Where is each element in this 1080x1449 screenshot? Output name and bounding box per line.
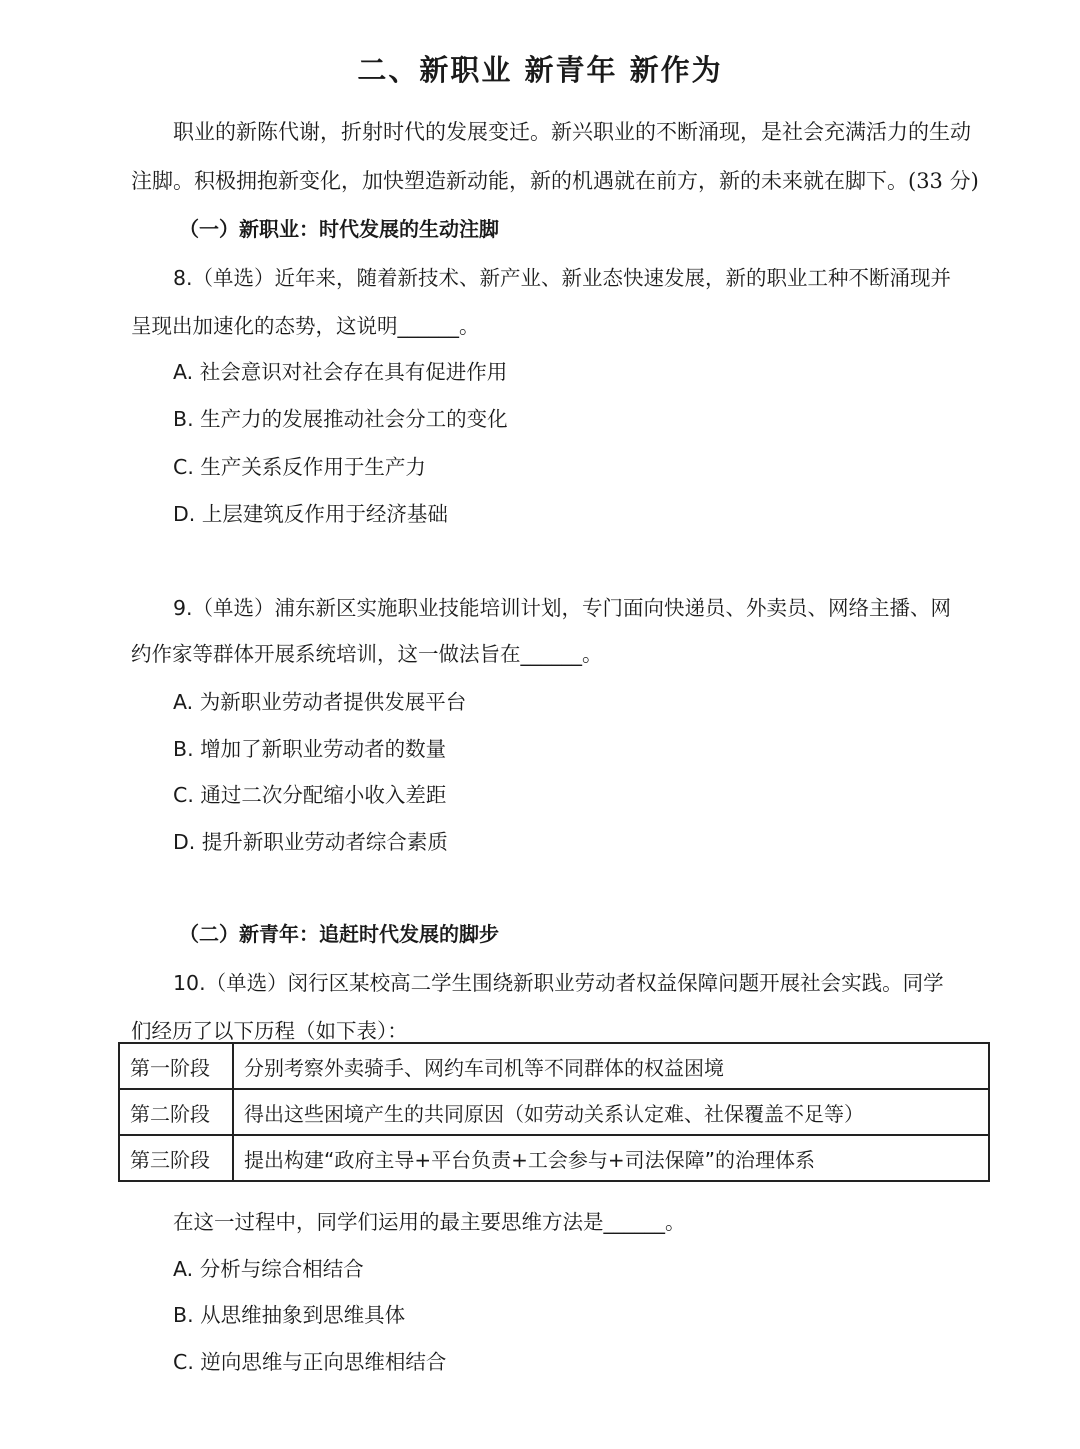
- q10-option-b: B. 从思维抽象到思维具体: [173, 1303, 406, 1327]
- q10-stem-line-1: 10.（单选）闵行区某校高二学生围绕新职业劳动者权益保障问题开展社会实践。同学: [173, 971, 944, 995]
- page-title: 二、新职业 新青年 新作为: [357, 53, 723, 87]
- q9-option-a: A. 为新职业劳动者提供发展平台: [173, 690, 467, 714]
- intro-line-1: 职业的新陈代谢，折射时代的发展变迁。新兴职业的不断涌现，是社会充满活力的生动: [173, 120, 971, 144]
- stage-label: 第二阶段: [119, 1089, 233, 1135]
- q10-option-a: A. 分析与综合相结合: [173, 1257, 364, 1281]
- q9-stem-line-2: 约作家等群体开展系统培训，这一做法旨在______。: [131, 642, 603, 666]
- table-row: [119, 1135, 989, 1181]
- q8-stem-line-1: 8.（单选）近年来，随着新技术、新产业、新业态快速发展，新的职业工种不断涌现并: [173, 266, 952, 290]
- q9-option-c: C. 通过二次分配缩小收入差距: [173, 783, 447, 807]
- intro-line-2: 注脚。积极拥抱新变化，加快塑造新动能，新的机遇就在前方，新的未来就在脚下。(33 分): [131, 169, 979, 193]
- q9-option-b: B. 增加了新职业劳动者的数量: [173, 737, 447, 761]
- q8-option-c: C. 生产关系反作用于生产力: [173, 455, 426, 479]
- stage-label: 第一阶段: [119, 1043, 233, 1089]
- table-row: [119, 1089, 989, 1135]
- stages-table: [118, 1042, 990, 1182]
- stage-content: 提出构建“政府主导+平台负责+工会参与+司法保障”的治理体系: [233, 1135, 989, 1181]
- q8-option-a: A. 社会意识对社会存在具有促进作用: [173, 360, 508, 384]
- stage-content: 得出这些困境产生的共同原因（如劳动关系认定难、社保覆盖不足等）: [233, 1089, 989, 1135]
- q9-stem-line-1: 9.（单选）浦东新区实施职业技能培训计划，专门面向快递员、外卖员、网络主播、网: [173, 596, 952, 620]
- q8-option-d: D. 上层建筑反作用于经济基础: [173, 502, 448, 526]
- q8-option-b: B. 生产力的发展推动社会分工的变化: [173, 407, 508, 431]
- stage-label: 第三阶段: [119, 1135, 233, 1181]
- q8-stem-line-2: 呈现出加速化的态势，这说明______。: [131, 314, 480, 338]
- stage-content: 分别考察外卖骑手、网约车司机等不同群体的权益困境: [233, 1043, 989, 1089]
- q10-question: 在这一过程中，同学们运用的最主要思维方法是______。: [173, 1210, 686, 1234]
- section-2-heading: （二）新青年：追赶时代发展的脚步: [179, 922, 499, 946]
- table-row: [119, 1043, 989, 1089]
- q9-option-d: D. 提升新职业劳动者综合素质: [173, 830, 448, 854]
- section-1-heading: （一）新职业：时代发展的生动注脚: [179, 217, 499, 241]
- q10-stem-line-2: 们经历了以下历程（如下表）：: [131, 1019, 408, 1043]
- q10-option-c: C. 逆向思维与正向思维相结合: [173, 1350, 447, 1374]
